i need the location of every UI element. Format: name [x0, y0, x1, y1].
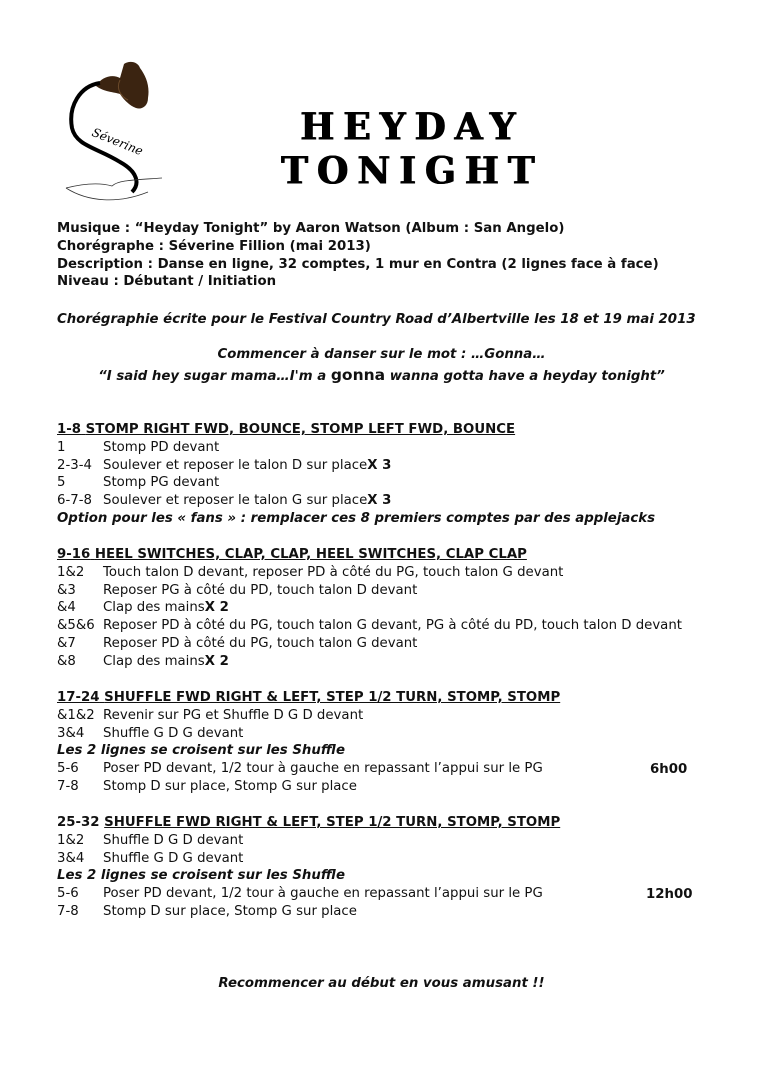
- section-header: [57, 546, 682, 564]
- section-title: HEEL SWITCHES, CLAP, CLAP, HEEL SWITCHES, CLAP CLAP: [94, 547, 527, 562]
- step-count: &7: [57, 635, 76, 651]
- step-count: 3&4: [57, 725, 85, 741]
- logo-text: Séverine: [90, 125, 145, 159]
- step-row: [57, 653, 682, 671]
- step-multiplier: X 2: [204, 600, 229, 616]
- step-text: Reposer PD à côté du PG, touch talon G devant, PG à côté du PD, touch talon D devant: [103, 618, 682, 634]
- info-block: [57, 220, 659, 291]
- section-25-32: [57, 814, 560, 921]
- section-note: Option pour les « fans » : remplacer ces 8 premiers comptes par des applejacks: [57, 510, 655, 526]
- section-counts: 25-32: [57, 815, 100, 830]
- step-count: 2-3-4: [57, 457, 92, 473]
- step-row: [57, 760, 560, 778]
- section-17-24: [57, 689, 560, 796]
- quote-part-b: wanna gotta have a heyday tonight”: [385, 369, 665, 384]
- section-header: [57, 814, 560, 832]
- step-count: &4: [57, 600, 76, 616]
- step-text: Revenir sur PG et Shuffle D G D devant: [103, 707, 364, 723]
- step-count: 7-8: [57, 778, 79, 794]
- step-row: [57, 903, 560, 921]
- section-9-16: [57, 546, 682, 671]
- step-multiplier: X 3: [367, 457, 392, 473]
- step-row: [57, 832, 560, 850]
- step-count: 5: [57, 475, 66, 491]
- step-row: [57, 885, 560, 903]
- step-text: Poser PD devant, 1/2 tour à gauche en repassant l’appui sur le PG: [103, 761, 543, 777]
- step-count: 5-6: [57, 886, 79, 902]
- step-row: [57, 707, 560, 725]
- step-row: [57, 599, 682, 617]
- section-counts: 1-8: [57, 422, 82, 437]
- step-text: Poser PD devant, 1/2 tour à gauche en repassant l’appui sur le PG: [103, 886, 543, 902]
- hat-icon: [96, 62, 149, 109]
- dance-title: [240, 105, 585, 193]
- step-count: &1&2: [57, 707, 95, 723]
- step-text: Stomp D sur place, Stomp G sur place: [103, 778, 357, 794]
- step-row: [57, 439, 655, 457]
- start-quote: [0, 366, 763, 386]
- step-text: Soulever et reposer le talon G sur place: [103, 493, 368, 509]
- step-text: Soulever et reposer le talon D sur place: [103, 457, 368, 473]
- info-music: Musique : “Heyday Tonight” by Aaron Watson (Album : San Angelo): [57, 221, 565, 236]
- step-row: [57, 457, 655, 475]
- step-text: Reposer PG à côté du PD, touch talon D devant: [103, 582, 418, 598]
- section-title: SHUFFLE FWD RIGHT & LEFT, STEP 1/2 TURN, STOMP, STOMP: [104, 815, 561, 830]
- step-text: Stomp PG devant: [103, 475, 220, 491]
- section-header: [57, 421, 655, 439]
- step-text: Stomp PD devant: [103, 439, 220, 455]
- section-counts: 9-16: [57, 547, 91, 562]
- step-text: Shuffle G D G devant: [103, 725, 244, 741]
- step-multiplier: X 3: [367, 493, 392, 509]
- info-choreographer: Chorégraphe : Séverine Fillion (mai 2013): [57, 238, 371, 254]
- severine-logo: [58, 58, 168, 204]
- step-text: Touch talon D devant, reposer PD à côté du PG, touch talon G devant: [103, 564, 564, 580]
- wall-time: 12h00: [646, 887, 693, 902]
- step-count: 1&2: [57, 564, 85, 580]
- step-row: [57, 850, 560, 868]
- section-counts: 17-24: [57, 690, 100, 705]
- section-note: Les 2 lignes se croisent sur les Shuffle: [57, 868, 346, 884]
- section-header: [57, 689, 560, 707]
- festival-note: Chorégraphie écrite pour le Festival Country Road d’Albertville les 18 et 19 mai 2013: [57, 312, 696, 327]
- quote-gonna: gonna: [330, 366, 386, 384]
- step-count: 1&2: [57, 832, 85, 848]
- quote-part-a: “I said hey sugar mama…I'm a: [98, 369, 331, 384]
- step-count: &8: [57, 653, 76, 669]
- section-title: STOMP RIGHT FWD, BOUNCE, STOMP LEFT FWD, BOUNCE: [85, 422, 516, 437]
- step-count: 3&4: [57, 850, 85, 866]
- step-count: 1: [57, 439, 66, 455]
- step-row: [57, 725, 560, 743]
- step-count: 5-6: [57, 761, 79, 777]
- step-count: 6-7-8: [57, 493, 92, 509]
- step-text: Reposer PD à côté du PG, touch talon G devant: [103, 635, 418, 651]
- section-title: SHUFFLE FWD RIGHT & LEFT, STEP 1/2 TURN, STOMP, STOMP: [104, 690, 561, 705]
- step-text: Clap des mains: [103, 600, 205, 616]
- section-1-8: [57, 421, 655, 528]
- title-line-1: HEYDAY: [300, 104, 525, 150]
- step-count: 7-8: [57, 903, 79, 919]
- wall-time: 6h00: [650, 762, 688, 777]
- step-count: &3: [57, 582, 76, 598]
- section-note: Les 2 lignes se croisent sur les Shuffle: [57, 743, 346, 759]
- step-count: &5&6: [57, 618, 95, 634]
- start-instruction: Commencer à danser sur le mot : …Gonna…: [217, 347, 546, 362]
- footer-note: Recommencer au début en vous amusant !!: [218, 976, 545, 991]
- step-multiplier: X 2: [204, 653, 229, 669]
- step-row: [57, 492, 655, 510]
- step-text: Shuffle D G D devant: [103, 832, 244, 848]
- info-description: Description : Danse en ligne, 32 comptes, 1 mur en Contra (2 lignes face à face): [57, 256, 659, 272]
- title-line-2: TONIGHT: [281, 148, 544, 194]
- step-row: [57, 564, 682, 582]
- step-row: [57, 474, 655, 492]
- step-row: [57, 582, 682, 600]
- step-row: [57, 778, 560, 796]
- step-text: Shuffle G D G devant: [103, 850, 244, 866]
- step-text: Stomp D sur place, Stomp G sur place: [103, 903, 357, 919]
- step-text: Clap des mains: [103, 653, 205, 669]
- step-row: [57, 635, 682, 653]
- step-row: [57, 617, 682, 635]
- info-level: Niveau : Débutant / Initiation: [57, 274, 277, 290]
